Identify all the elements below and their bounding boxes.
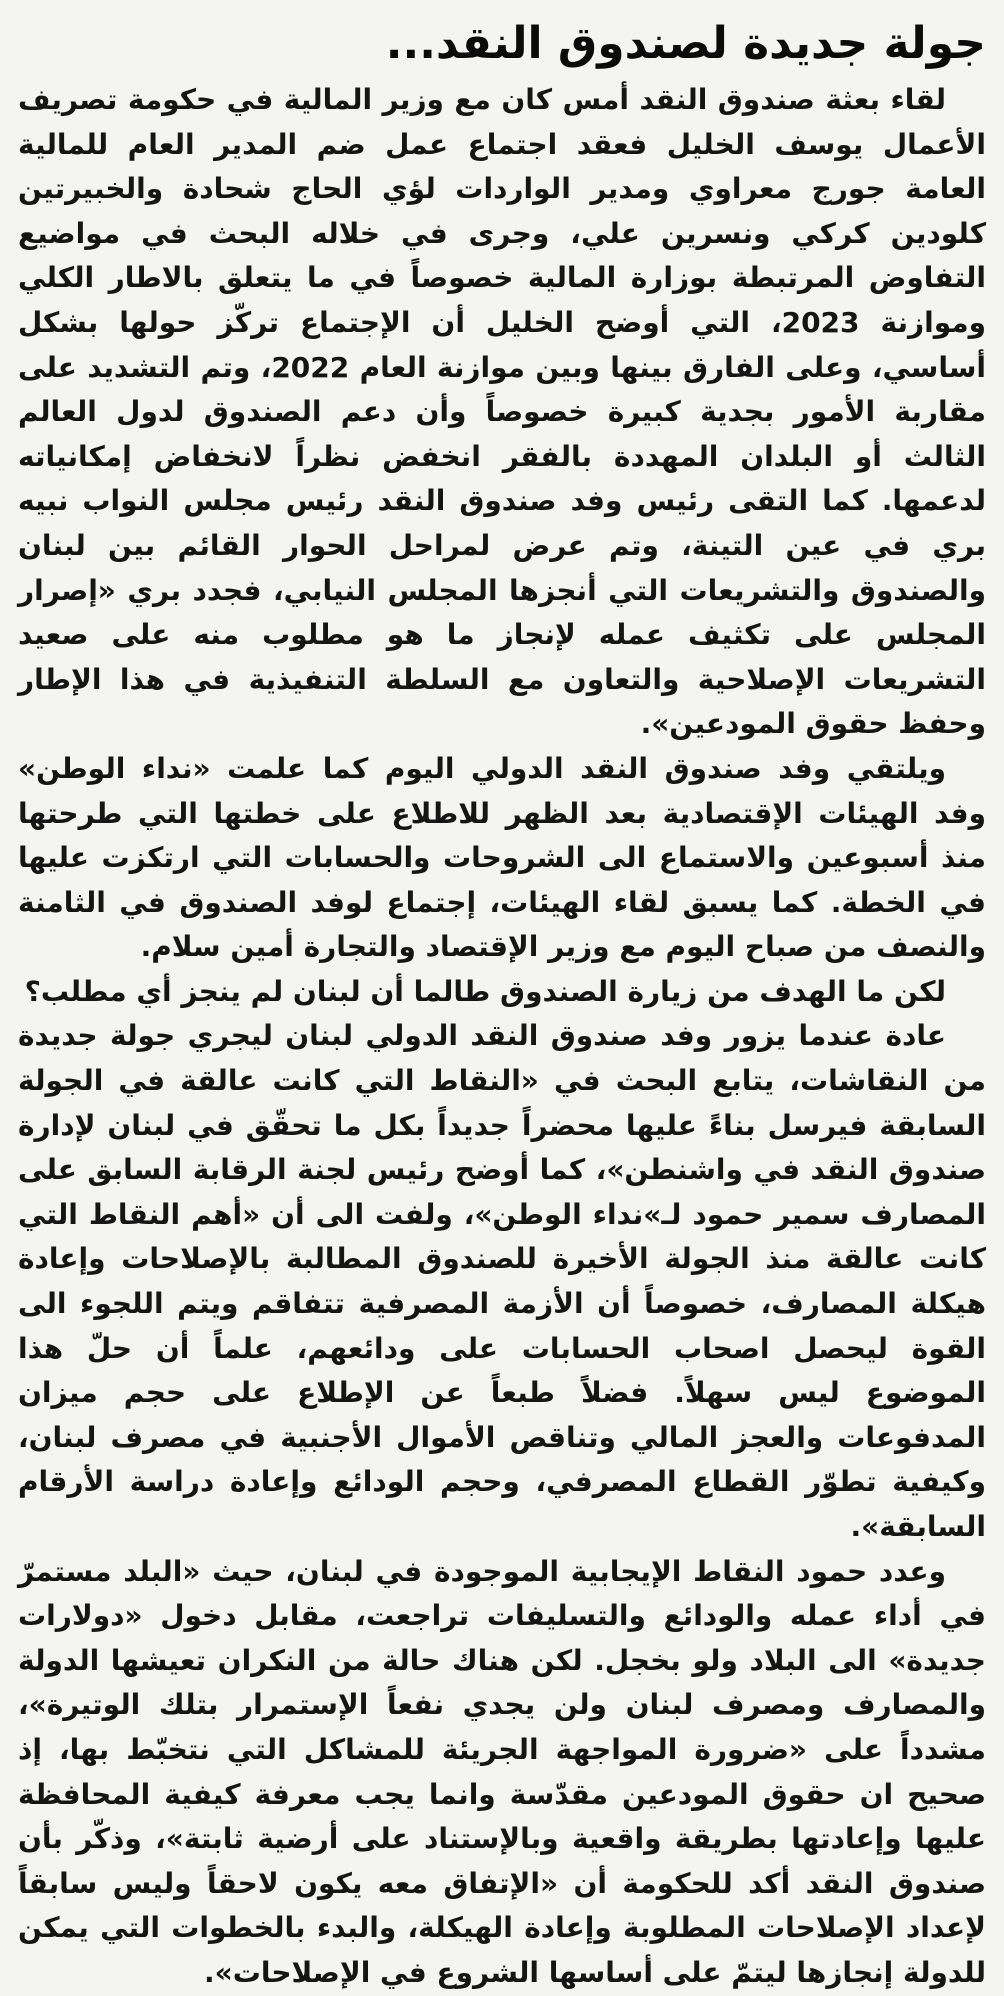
article-headline: جولة جديدة لصندوق النقد... <box>385 18 986 69</box>
article-body <box>18 78 986 1996</box>
article-question-line: لكن ما الهدف من زيارة الصندوق طالما أن لبنان لم ينجز أي مطلب؟ <box>24 974 946 1008</box>
article-paragraph-3: عادة عندما يزور وفد صندوق النقد الدولي لبنان ليجري جولة جديدة من النقاشات، يتابع البحث في «النقاط التي كانت عالقة في الجولة السابقة فيرسل بناءً عليها محضراً جديداً بكل ما تحقّق في لبنان لإدارة صندوق النقد في واشنطن»، كما أوضح رئيس لجنة الرقابة السابق على المصارف سمير حمود لـ»نداء الوطن»، ولفت الى أن «أهم النقاط التي كانت عالقة منذ الجولة الأخيرة للصندوق المطالبة بالإصلاحات وإعادة هيكلة المصارف، خصوصاً أن الأزمة المصرفية تتفاقم ويتم اللجوء الى القوة ليحصل اصحاب الحسابات على ودائعهم، علماً أن حلّ هذا الموضوع ليس سهلاً. فضلاً طبعاً عن الإطلاع على حجم ميزان المدفوعات والعجز المالي وتناقص الأموال الأجنبية في مصرف لبنان، وكيفية تطوّر القطاع المصرفي، وحجم الودائع وإعادة دراسة الأرقام السابقة». <box>18 1019 986 1543</box>
article-paragraph-1: لقاء بعثة صندوق النقد أمس كان مع وزير المالية في حكومة تصريف الأعمال يوسف الخليل فعقد اجتماع عمل ضم المدير العام للمالية العامة جورج معراوي ومدير الواردات لؤي الحاج شحادة والخبيرتين كلودين كركي ونسرين علي، وجرى في خلاله البحث في مواضيع التفاوض المرتبطة بوزارة المالية خصوصاً في ما يتعلق بالاطار الكلي وموازنة 2023، التي أوضح الخليل أن الإجتماع تركّز حولها بشكل أساسي، وعلى الفارق بينها وبين موازنة العام 2022، وتم التشديد على مقاربة الأمور بجدية كبيرة خصوصاً وأن دعم الصندوق لدول العالم الثالث أو البلدان المهددة بالفقر انخفض نظراً لانخفاض إمكانياته لدعمها. كما التقى رئيس وفد صندوق النقد رئيس مجلس النواب نبيه بري في عين التينة، وتم عرض لمراحل الحوار القائم بين لبنان والصندوق والتشريعات التي أنجزها المجلس النيابي، فجدد بري «إصرار المجلس على تكثيف عمله لإنجاز ما هو مطلوب منه على صعيد التشريعات الإصلاحية والتعاون مع السلطة التنفيذية في هذا الإطار وحفظ حقوق المودعين». <box>18 83 986 741</box>
article-paragraph-4: وعدد حمود النقاط الإيجابية الموجودة في لبنان، حيث «البلد مستمرّ في أداء عمله والودائع والتسليفات تراجعت، مقابل دخول «دولارات جديدة» الى البلاد ولو بخجل. لكن هناك حالة من النكران تعيشها الدولة والمصارف ومصرف لبنان ولن يجدي نفعاً الإستمرار بتلك الوتيرة»، مشدداً على «ضرورة المواجهة الجريئة للمشاكل التي نتخبّط بها، إذ صحيح ان حقوق المودعين مقدّسة وانما يجب معرفة كيفية المحافظة عليها وإعادتها بطريقة واقعية وبالإستناد على أرضية ثابتة»، وذكّر بأن صندوق النقد أكد للحكومة أن «الإتفاق معه يكون لاحقاً وليس سابقاً لإعداد الإصلاحات المطلوبة وإعادة الهيكلة، والبدء بالخطوات التي يمكن للدولة إنجازها ليتمّ على أساسها الشروع في الإصلاحات». <box>18 1554 986 1989</box>
article-paragraph-2: ويلتقي وفد صندوق النقد الدولي اليوم كما علمت «نداء الوطن» وفد الهيئات الإقتصادية بعد الظهر للاطلاع على خطتها التي طرحتها منذ أسبوعين والاستماع الى الشروحات والحسابات التي ارتكزت عليها في الخطة. كما يسبق لقاء الهيئات، إجتماع لوفد الصندوق في الثامنة والنصف من صباح اليوم مع وزير الإقتصاد والتجارة أمين سلام. <box>18 751 986 964</box>
